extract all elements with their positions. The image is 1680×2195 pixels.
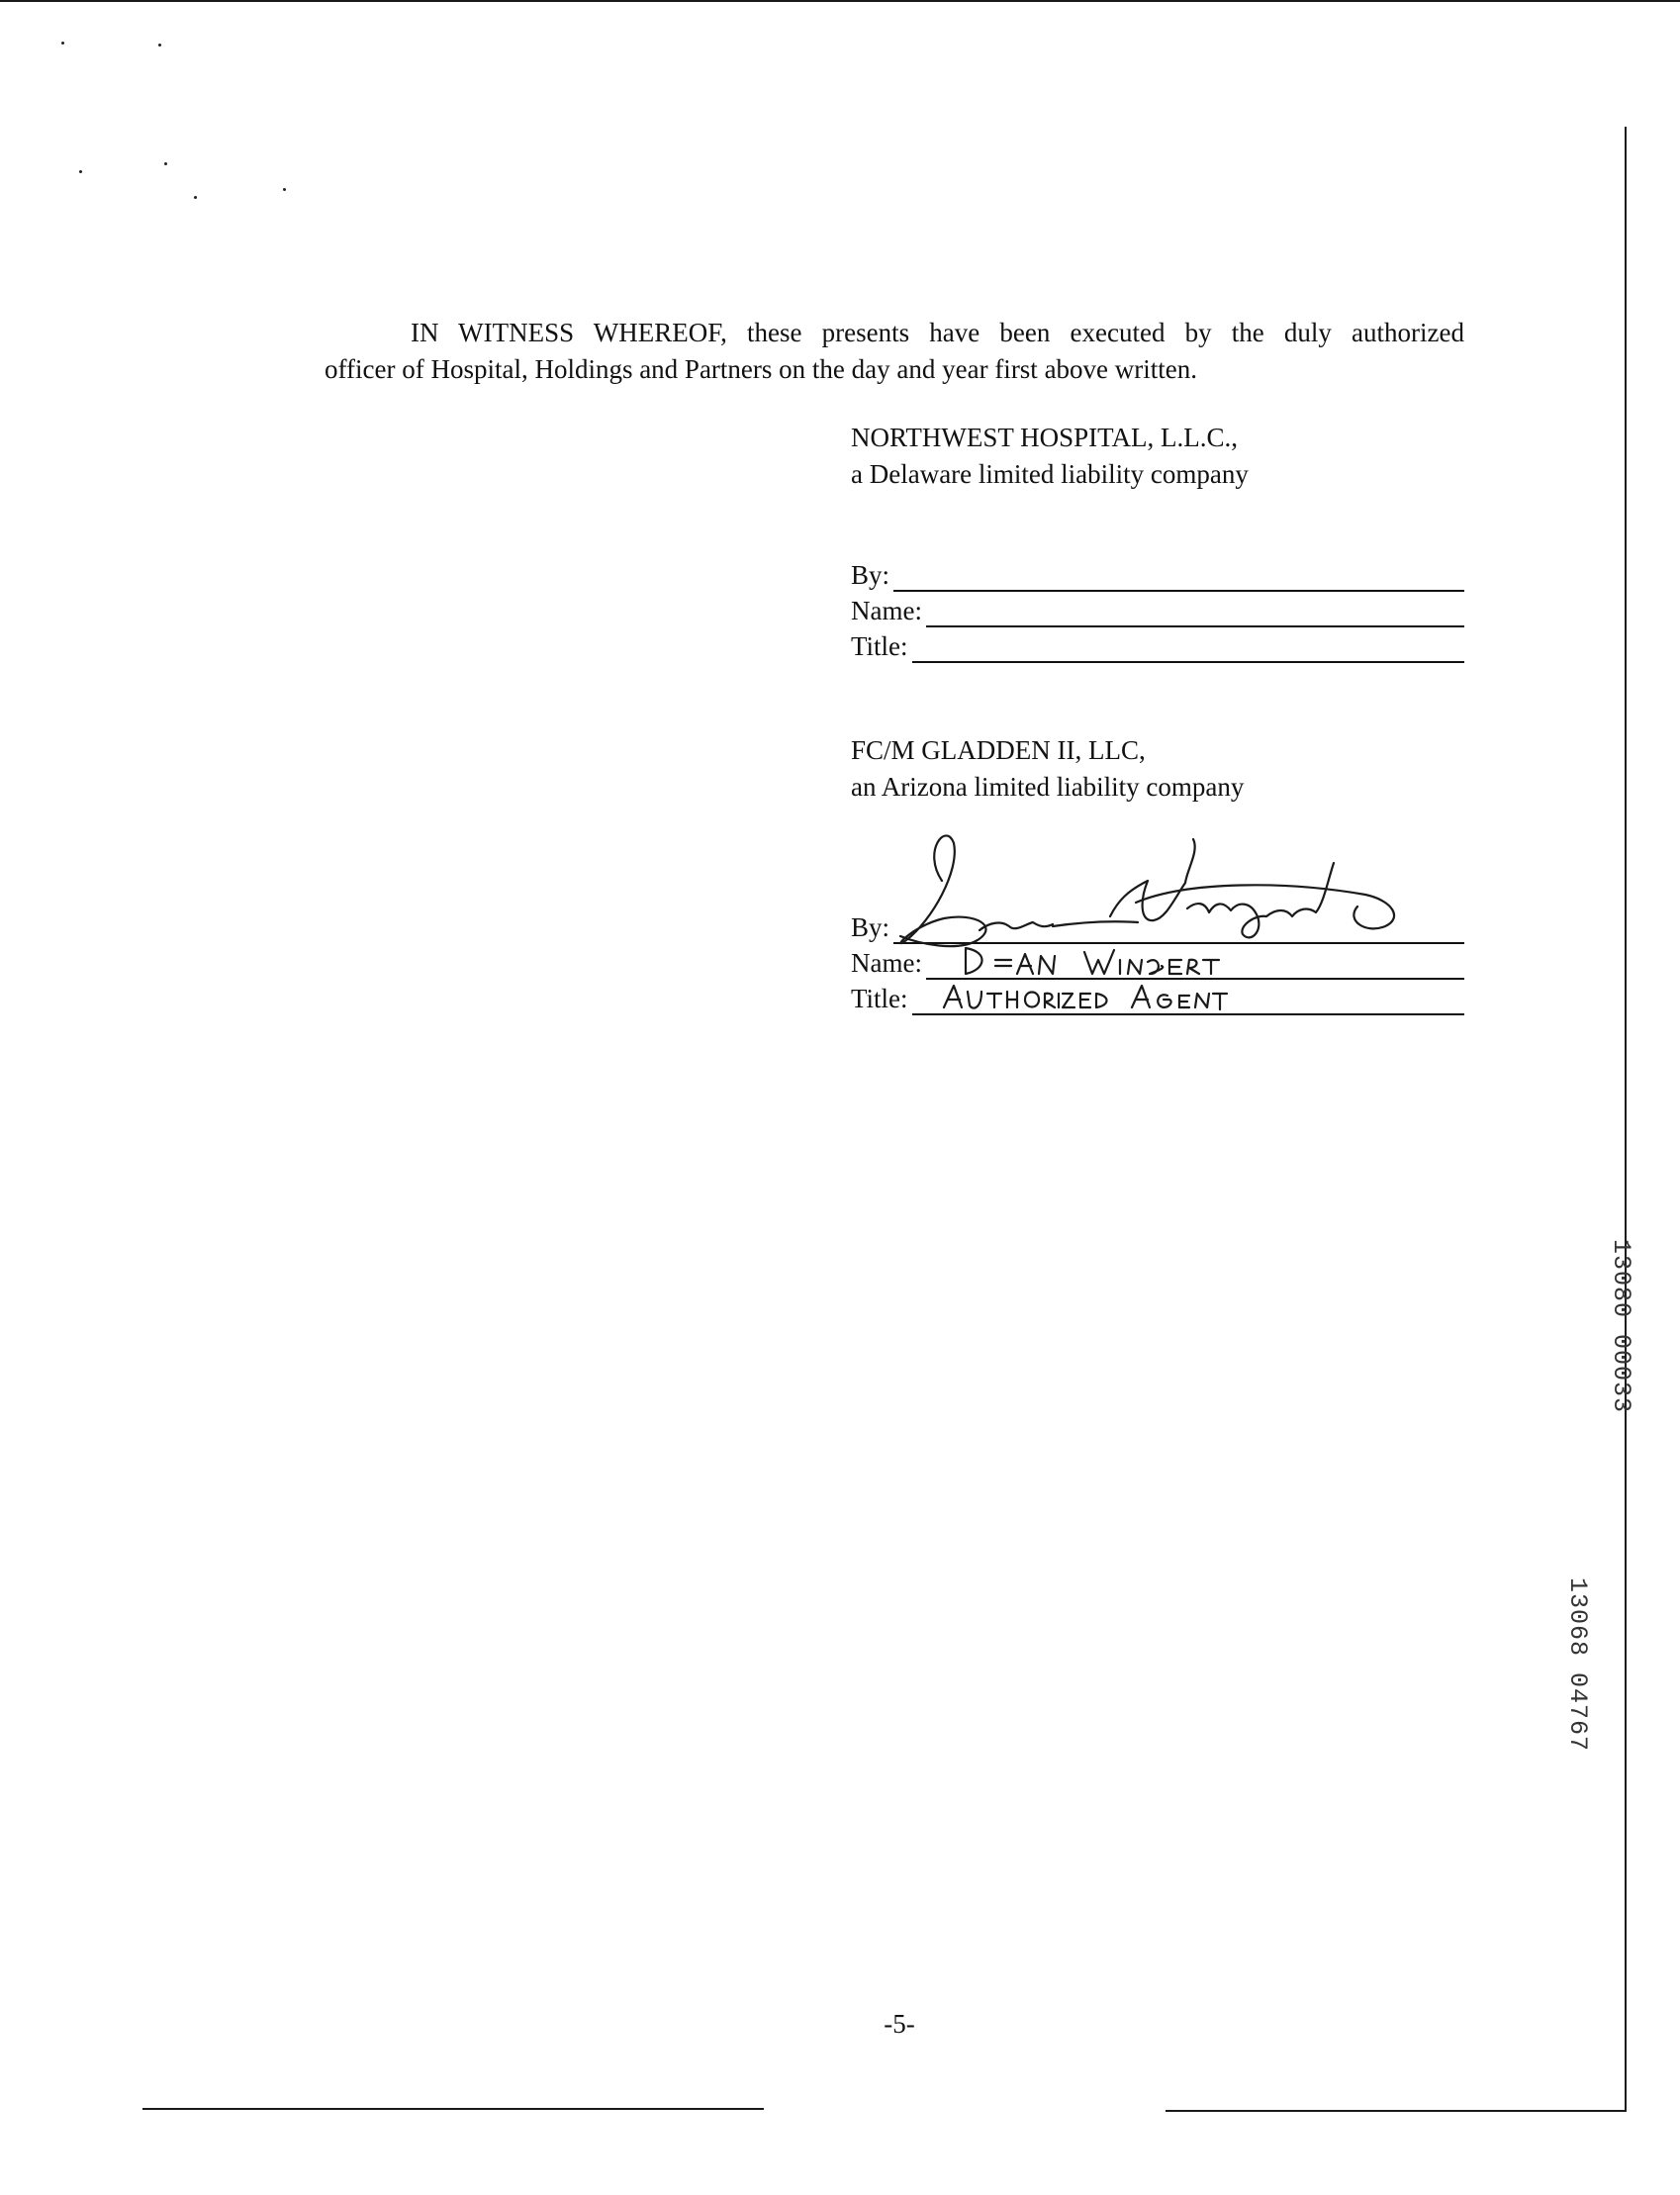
top-edge-line [0,0,1680,2]
witness-paragraph [325,315,1464,388]
witness-line-2: officer of Hospital, Holdings and Partners on the day and year first above written. [325,354,1198,384]
title-line [912,984,1464,1015]
name-line [926,596,1464,627]
name-field [851,592,1464,627]
scan-speck [158,44,161,47]
witness-line-1: IN WITNESS WHEREOF, these presents have been executed by the duly authorized [411,318,1464,347]
entity-description: an Arizona limited liability company [851,772,1245,802]
title-field [851,980,1464,1015]
entity-name: FC/M GLADDEN II, LLC, [851,735,1146,765]
name-label: Name: [851,948,922,978]
title-field [851,627,1464,663]
bottom-right-line [1166,2110,1627,2112]
recording-stamp-1: 13080 00033 [1607,1239,1635,1414]
page-number: -5- [884,2009,915,2039]
scan-speck [164,162,167,165]
title-line [912,631,1464,663]
by-signature-line [893,560,1464,592]
name-label: Name: [851,596,922,625]
title-label: Title: [851,984,908,1013]
scan-speck [79,170,82,173]
scan-speck [194,196,197,199]
title-label: Title: [851,631,908,661]
recording-stamp-2: 13068 04767 [1563,1577,1592,1753]
entity-description: a Delaware limited liability company [851,459,1249,489]
bottom-left-line [142,2108,764,2110]
scan-speck [283,188,286,191]
scan-speck [61,42,64,45]
entity-name: NORTHWEST HOSPITAL, L.L.C., [851,423,1238,452]
by-label: By: [851,560,890,590]
right-margin-line [1625,127,1627,2110]
by-label: By: [851,912,890,942]
by-field [851,556,1464,592]
name-field [851,944,1464,980]
signature-block-northwest-hospital [851,420,1464,667]
name-line [926,948,1464,980]
signature-block-fcm-gladden [851,732,1464,1029]
by-field [851,908,1464,944]
by-signature-line [893,912,1464,944]
